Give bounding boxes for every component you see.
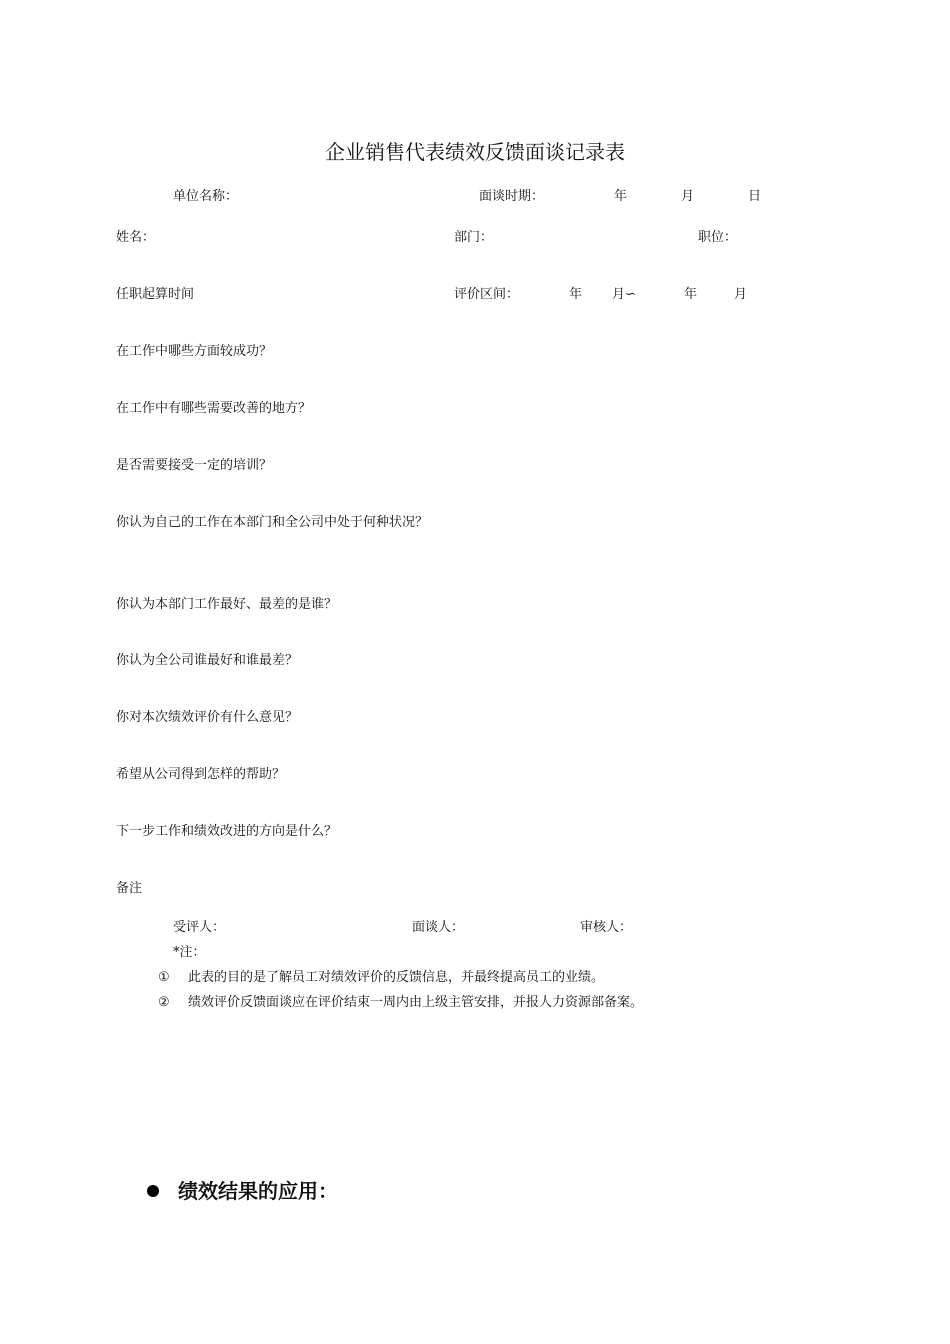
- date-day-label: 日: [748, 189, 762, 204]
- position-label: 职位：: [698, 230, 738, 245]
- question-company-best-worst: 你认为全公司谁最好和谁最差？: [116, 653, 299, 668]
- date-year-label: 年: [614, 189, 628, 204]
- remarks-label: 备注: [116, 881, 143, 896]
- question-training: 是否需要接受一定的培训？: [116, 458, 273, 473]
- question-standing: 你认为自己的工作在本部门和全公司中处于何种状况？: [116, 515, 429, 530]
- question-help: 希望从公司得到怎样的帮助？: [116, 767, 286, 782]
- form-title: 企业销售代表绩效反馈面谈记录表: [325, 140, 625, 164]
- period-start-month-label: 月∽: [612, 287, 636, 302]
- section-heading: 绩效结果的应用：: [178, 1179, 338, 1203]
- bullet-icon: [147, 1185, 159, 1197]
- interviewer-label: 面谈人：: [412, 920, 465, 935]
- question-dept-best-worst: 你认为本部门工作最好、最差的是谁？: [116, 597, 338, 612]
- period-start-year-label: 年: [569, 287, 583, 302]
- question-improvements: 在工作中有哪些需要改善的地方？: [116, 401, 312, 416]
- notes-label: *注：: [173, 945, 206, 960]
- period-end-month-label: 月: [734, 287, 748, 302]
- department-label: 部门：: [454, 230, 494, 245]
- evaluation-period-label: 评价区间：: [454, 287, 520, 302]
- name-label: 姓名：: [116, 230, 156, 245]
- start-time-label: 任职起算时间: [116, 287, 195, 302]
- note-text: 此表的目的是了解员工对绩效评价的反馈信息，并最终提高员工的业绩。: [188, 970, 605, 985]
- question-successes: 在工作中哪些方面较成功？: [116, 344, 273, 359]
- auditor-label: 审核人：: [580, 920, 633, 935]
- note-marker: ①: [158, 970, 170, 985]
- question-opinion: 你对本次绩效评价有什么意见？: [116, 710, 299, 725]
- date-month-label: 月: [681, 189, 695, 204]
- question-next-steps: 下一步工作和绩效改进的方向是什么？: [116, 824, 338, 839]
- interview-date-label: 面谈时期：: [479, 189, 545, 204]
- period-end-year-label: 年: [684, 287, 698, 302]
- note-marker: ②: [158, 995, 170, 1010]
- unit-name-label: 单位名称：: [173, 189, 239, 204]
- reviewee-label: 受评人：: [173, 920, 226, 935]
- note-text: 绩效评价反馈面谈应在评价结束一周内由上级主管安排，并报人力资源部备案。: [188, 995, 644, 1010]
